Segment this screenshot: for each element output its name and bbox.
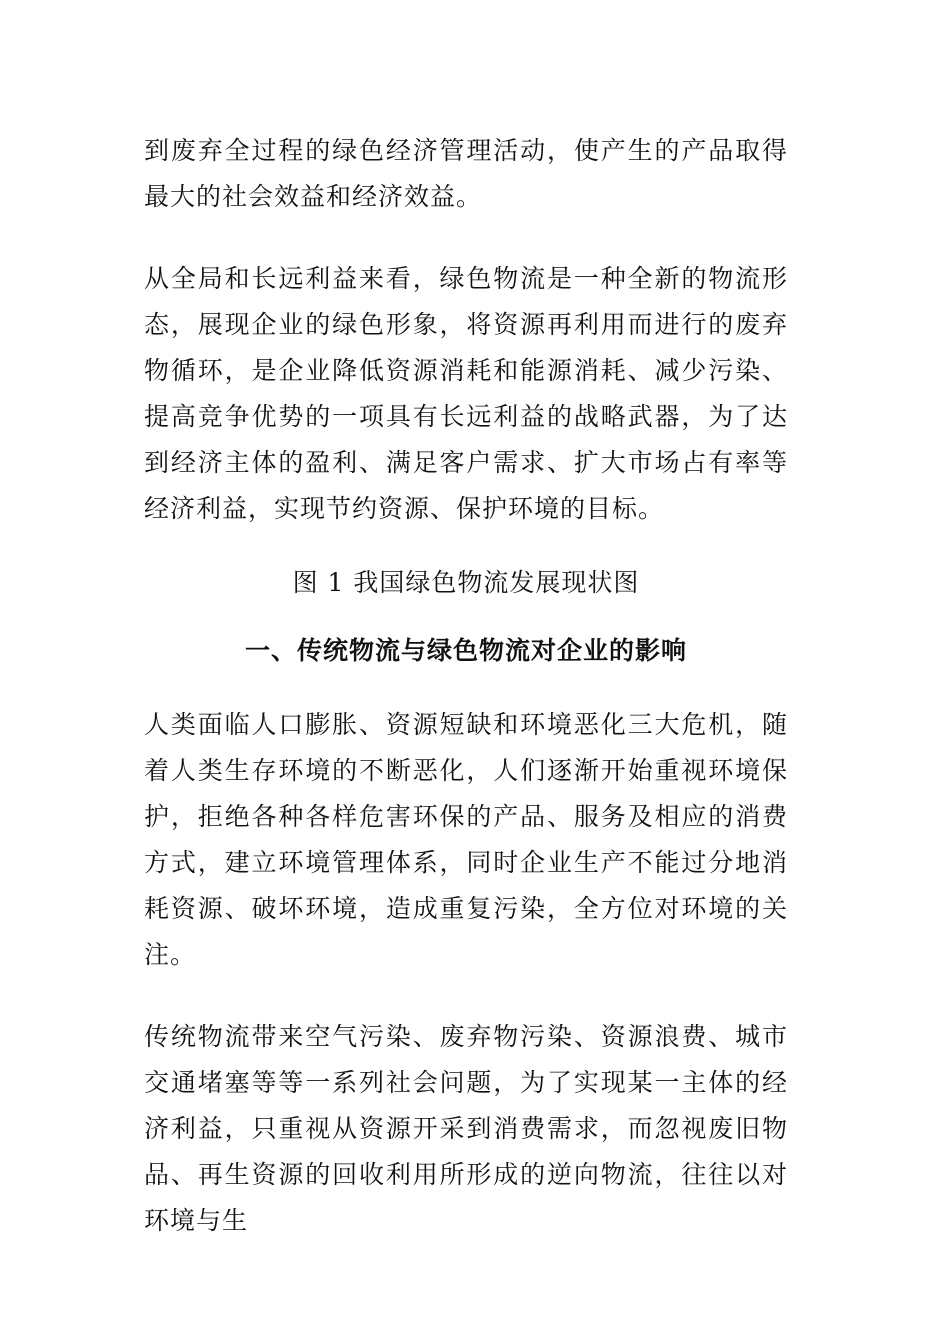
paragraph-traditional-logistics: 传统物流带来空气污染、废弃物污染、资源浪费、城市交通堵塞等等一系列社会问题，为了实现某一主体的经济利益，只重视从资源开采到消费需求，而忽视废旧物品、再生资源的回收利用所形成的逆向物流，往往以对环境与生	[144, 1022, 788, 1235]
figure-caption: 图 1 我国绿色物流发展现状图	[292, 568, 640, 597]
paragraph-green-logistics-overview: 从全局和长远利益来看，绿色物流是一种全新的物流形态，展现企业的绿色形象，将资源再利用而进行的废弃物循环，是企业降低资源消耗和能源消耗、减少污染、提高竞争优势的一项具有长远利益的战略武器，为了达到经济主体的盈利、满足客户需求、扩大市场占有率等经济利益，实现节约资源、保护环境的目标。	[144, 264, 788, 523]
paragraph-continuation: 到废弃全过程的绿色经济管理活动，使产生的产品取得最大的社会效益和经济效益。	[144, 136, 788, 211]
paragraph-environmental-crisis: 人类面临人口膨胀、资源短缺和环境恶化三大危机，随着人类生存环境的不断恶化，人们逐渐开始重视环境保护，拒绝各种各样危害环保的产品、服务及相应的消费方式，建立环境管理体系，同时企业生产不能过分地消耗资源、破坏环境，造成重复污染，全方位对环境的关注。	[144, 710, 788, 969]
section-heading: 一、传统物流与绿色物流对企业的影响	[244, 636, 687, 665]
document-body	[144, 128, 788, 1244]
